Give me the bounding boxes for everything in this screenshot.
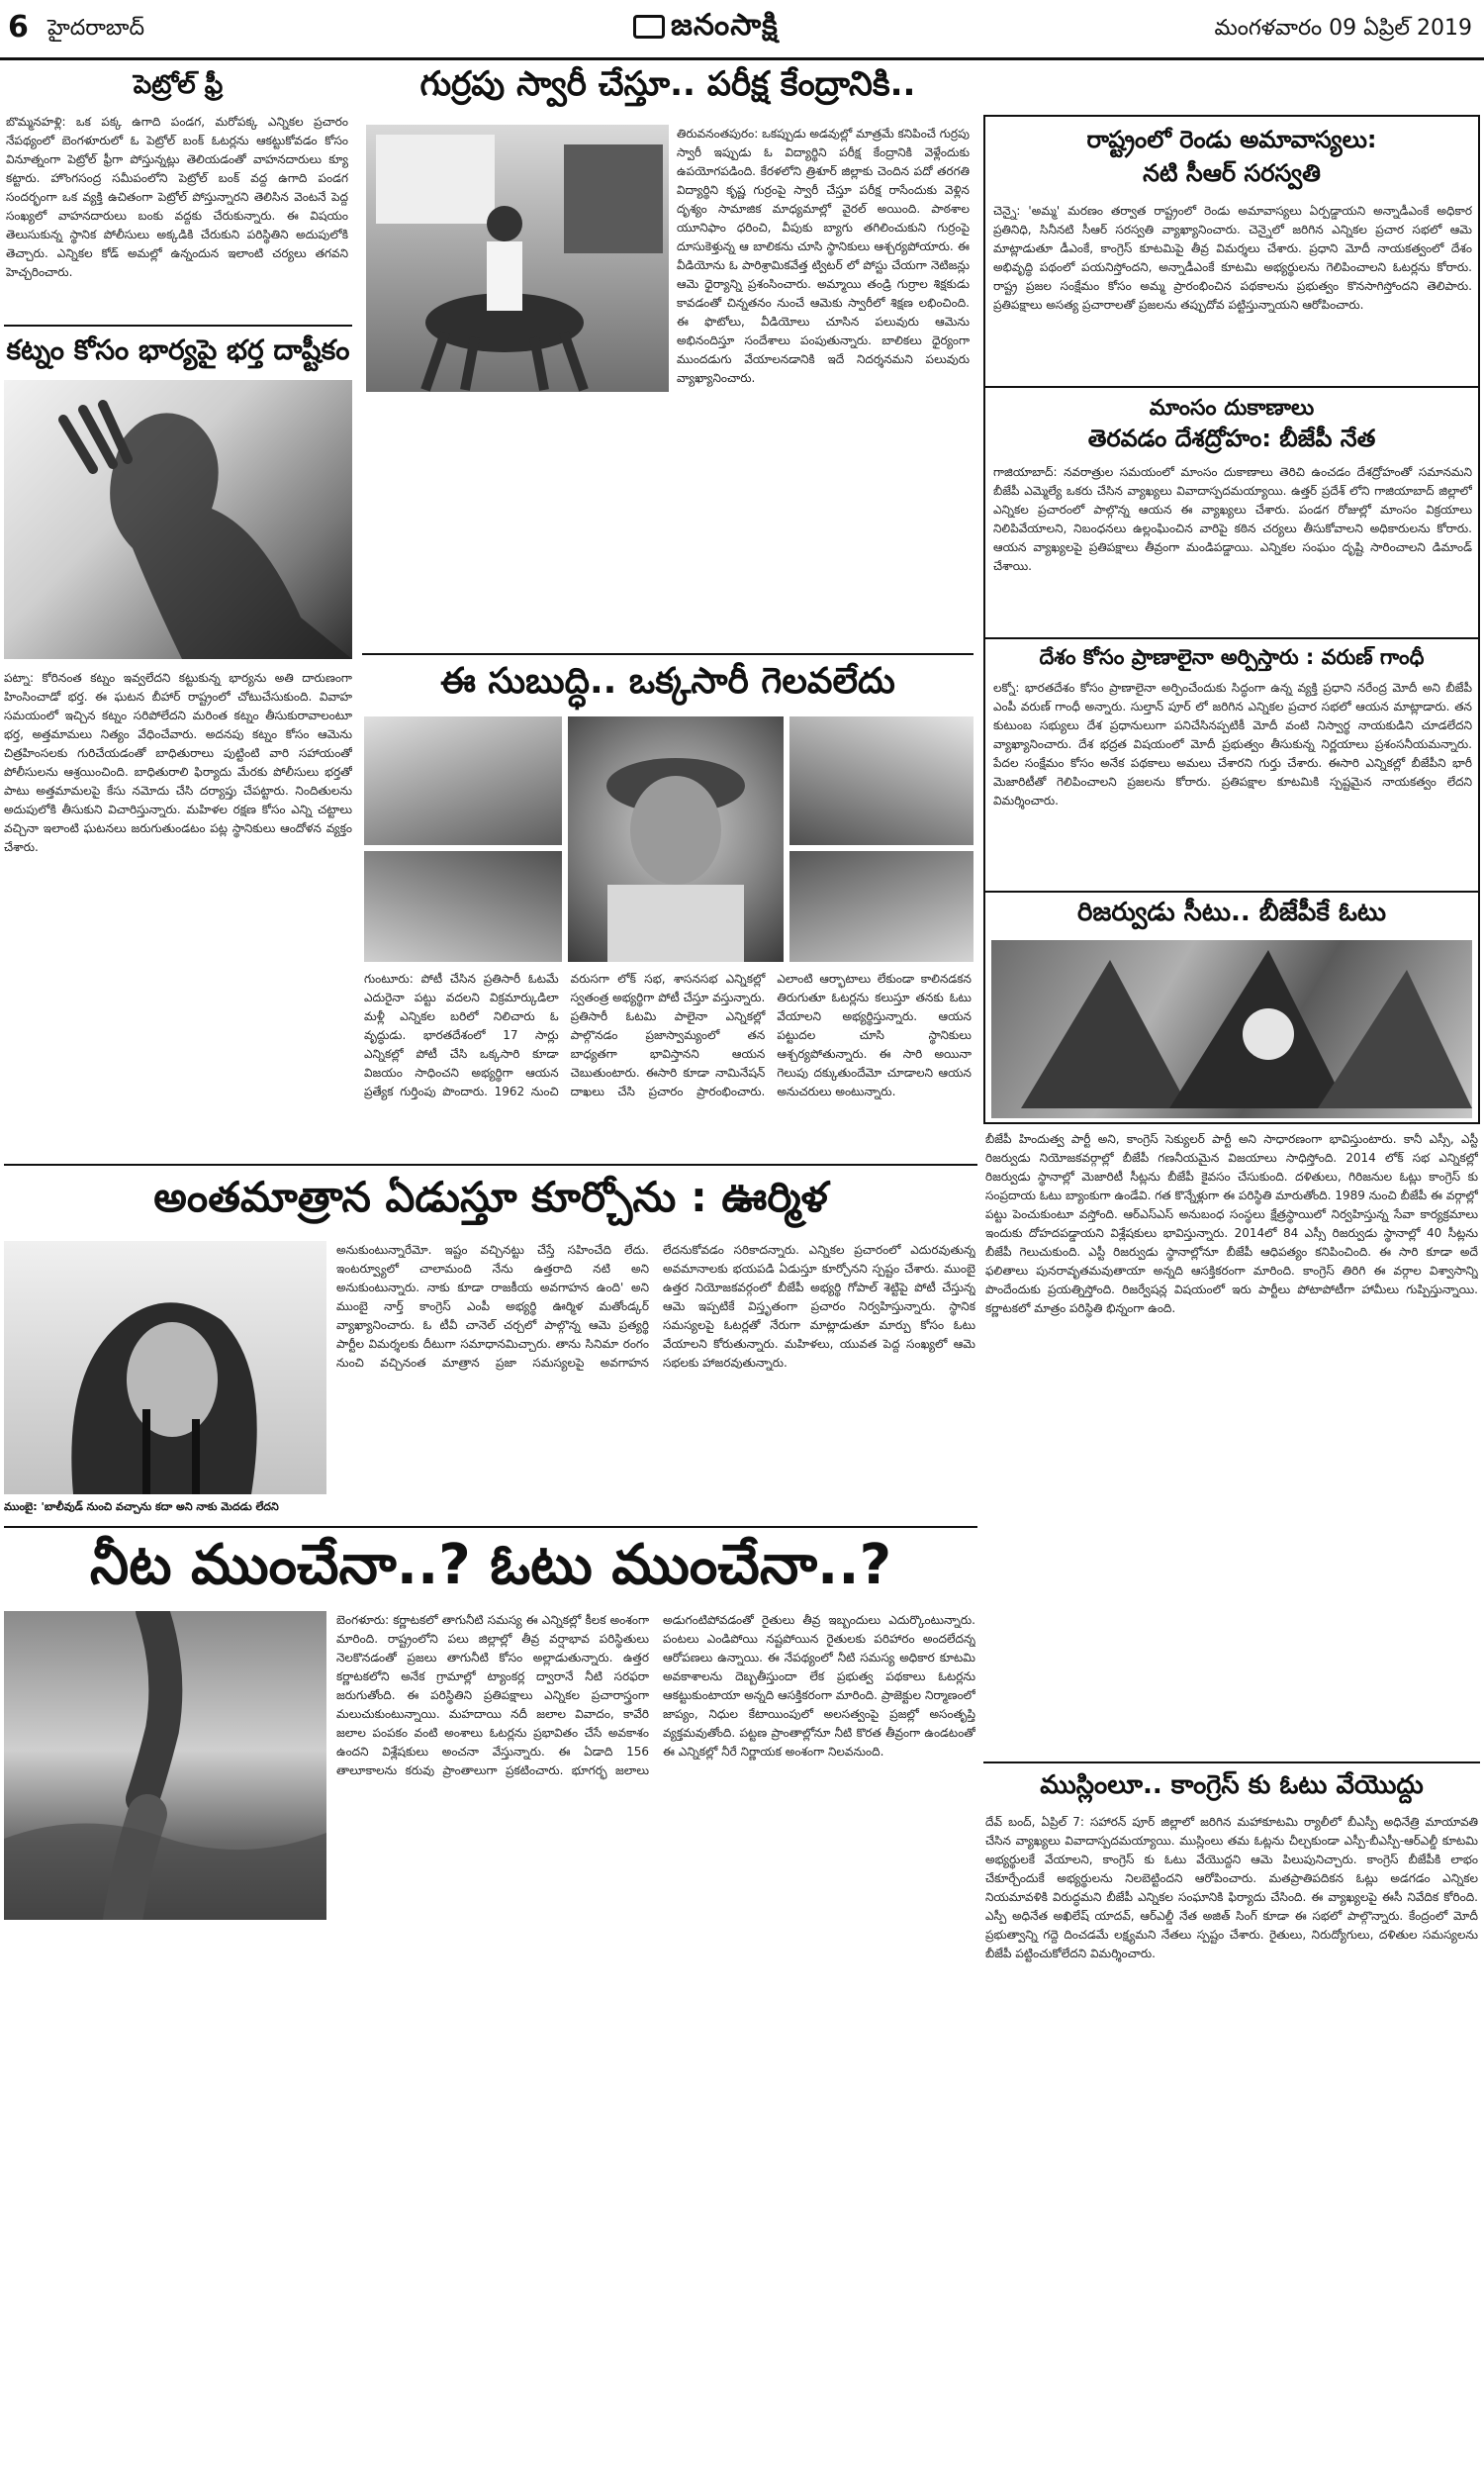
story-saraswati (983, 115, 1480, 1124)
reservation-headline: రిజర్వుడు సీటు.. బీజేపీకే ఓటు (1076, 898, 1387, 927)
article-body: బెంగళూరు: కర్ణాటకలో తాగునీటి సమస్య ఈ ఎన్నికల్లో కీలక అంశంగా మారింది. రాష్ట్రంలోని పలు జిల్లాల్లో తీవ్ర వర్షాభావ పరిస్థితులు నెలకొనడంతో ప్రజలు తాగునీటి కోసం అల్లాడుతున్నారు. ఉత్తర కర్ణాటకలోని అనేక గ్రామాల్లో ట్యాంకర్ల ద్వారానే నీటి సరఫరా జరుగుతోంది. ఈ పరిస్థితిని ప్రతిపక్షాలు ఎన్నికల ప్రచారాస్త్రంగా మలుచుకుంటున్నాయి. మహదాయి నదీ జలాల వివాదం, కావేరి జలాల పంపకం వంటి అంశాలు ఓటర్లను ప్రభావితం చేసే అవకాశం ఉందని విశ్లేషకులు అంచనా వేస్తున్నారు. ఈ ఏడాది 156 తాలూకాలను కరువు ప్రాంతాలుగా ప్రకటించారు. భూగర్భ జలాలు అడుగంటిపోవడంతో రైతులు తీవ్ర ఇబ్బందులు ఎదుర్కొంటున్నారు. పంటలు ఎండిపోయి నష్టపోయిన రైతులకు పరిహారం అందలేదన్న ఆరోపణలు ఉన్నాయి. ఈ నేపథ్యంలో నీటి సమస్య అధికార కూటమి అవకాశాలను దెబ్బతీస్తుందా లేక ప్రభుత్వ పథకాలు ఓటర్లను ఆకట్టుకుంటాయా అన్నది ఆసక్తికరంగా మారింది. ప్రాజెక్టుల నిర్మాణంలో జాప్యం, నిధుల కేటాయింపులో అలసత్వంపై ప్రజల్లో అసంతృప్తి వ్యక్తమవుతోంది. పట్టణ ప్రాంతాల్లోనూ నీటి కొరత తీవ్రంగా ఉండటంతో ఈ ఎన్నికల్లో నీరే నిర్ణాయక అంశంగా నిలవనుంది. (336, 1613, 975, 1777)
divider (985, 637, 1478, 639)
headline-line2: నటి సీఆర్ సరస్వతి (1143, 159, 1321, 187)
page-header (0, 0, 1484, 60)
horse-rider-icon (366, 125, 669, 392)
bjp-flags-photo (991, 940, 1472, 1118)
varun-headline: దేశం కోసం ప్రాణాలైనా అర్పిస్తారు : వరుణ్ గాంధీ (1039, 645, 1425, 669)
flag-icon (991, 940, 1472, 1118)
elder-photo-2 (568, 716, 784, 962)
story-muslims (983, 1765, 1480, 2458)
urmila-photo (4, 1241, 326, 1494)
edition-city: హైదరాబాద్ (47, 16, 144, 41)
meat-article-body: గాజియాబాద్: నవరాత్రుల సమయంలో మాంసం దుకాణాలు తెరిచి ఉంచడం దేశద్రోహంతో సమానమని బీజేపీ ఎమ్మెల్యే ఒకరు చేసిన వ్యాఖ్యలు వివాదాస్పదమయ్యాయి. ఉత్తర్ ప్రదేశ్ లోని గాజియాబాద్ జిల్లాలో ఎన్నికల ప్రచారంలో పాల్గొన్న ఆయన ఈ వ్యాఖ్యలు చేశారు. పండగ రోజుల్లో మాంసం విక్రయాలు నిలిపివేయాలని, నిబంధనలు ఉల్లంఘించిన వారిపై కఠిన చర్యలు తీసుకోవాలని అధికారులను కోరారు. ఆయన వ్యాఖ్యలపై ప్రతిపక్షాలు తీవ్రంగా మండిపడ్డాయి. ఎన్నికల సంఘం దృష్టి సారించాలని డిమాండ్ చేశాయి. (993, 465, 1472, 573)
story-subuddhi (362, 657, 974, 1191)
meat-headline-line2: తెరవడం దేశద్రోహం: బీజేపీ నేత (1087, 425, 1376, 452)
elder-photo-4 (364, 851, 562, 962)
divider (4, 1526, 977, 1528)
divider (4, 325, 352, 327)
elder-photo-1 (364, 716, 562, 845)
headline: ముస్లింలూ.. కాంగ్రెస్ కు ఓటు వేయొద్దు (1040, 1770, 1424, 1800)
article-body: గుంటూరు: పోటీ చేసిన ప్రతిసారీ ఓటమే ఎదురైనా పట్టు వదలని విక్రమార్కుడిలా మళ్లీ ఎన్నికల బరిలో నిలిచారు ఓ వృద్ధుడు. భారతదేశంలో 17 సార్లు ఎన్నికల్లో పోటీ చేసి ఒక్కసారి కూడా విజయం సాధించని అభ్యర్థిగా ఆయన ప్రత్యేక గుర్తింపు పొందారు. 1962 నుంచి వరుసగా లోక్ సభ, శాసనసభ ఎన్నికల్లో స్వతంత్ర అభ్యర్థిగా పోటీ చేస్తూ వస్తున్నారు. ప్రతిసారీ ఓటమి పాలైనా ఎన్నికల్లో పాల్గొనడం ప్రజాస్వామ్యంలో తన బాధ్యతగా భావిస్తానని ఆయన చెబుతుంటారు. ఈసారి కూడా నామినేషన్ దాఖలు చేసి ప్రచారం ప్రారంభించారు. ఎలాంటి ఆర్భాటాలు లేకుండా కాలినడకన తిరుగుతూ ఓటర్లను కలుస్తూ తనకు ఓటు వేయాలని అభ్యర్థిస్తున్నారు. ఆయన పట్టుదల చూసి స్థానికులు ఆశ్చర్యపోతున్నారు. ఈ సారి అయినా గెలుపు దక్కుతుందేమో చూడాలని ఆయన అనుచరులు అంటున్నారు. (364, 972, 972, 1098)
article-body-col2 (366, 400, 669, 647)
article-body: చెన్నై: 'అమ్మ' మరణం తర్వాత రాష్ట్రంలో రెండు అమావాస్యలు ఏర్పడ్డాయని అన్నాడీఎంకే అధికార ప్రతినిధి, సినీనటి సీఆర్ సరస్వతి వ్యాఖ్యానించారు. చెన్నైలో జరిగిన ఎన్నికల ప్రచార సభలో ఆమె మాట్లాడుతూ డీఎంకే, కాంగ్రెస్ కూటమిపై తీవ్ర విమర్శలు చేశారు. ప్రధాని మోదీ నాయకత్వంలో దేశం అభివృద్ధి పథంలో పయనిస్తోందని, అన్నాడీఎంకే కూటమి అభ్యర్థులను గెలిపించాలని ఓటర్లను కోరారు. రాష్ట్ర ప్రజల సంక్షేమం కోసం అమ్మ ప్రారంభించిన పథకాలను ప్రభుత్వం కొనసాగిస్తోందని తెలిపారు. ప్రతిపక్షాలు అసత్య ప్రచారాలతో ప్రజలను తప్పుదోవ పట్టిస్తున్నాయని ఆరోపించారు. (993, 204, 1472, 312)
divider (983, 1761, 1480, 1763)
photo-caption: ముంబై: 'బాలీవుడ్ నుంచి వచ్చాను కదా అని నాకు మెదడు లేదని (4, 1500, 279, 1513)
divider (985, 891, 1478, 893)
story-horse (362, 61, 974, 651)
article-body-col1: తిరువనంతపురం: ఒకప్పుడు అడవుల్లో మాత్రమే కనిపించే గుర్రపు స్వారీ ఇప్పుడు ఓ విద్యార్థిని పరీక్ష కేంద్రానికి వెళ్లేందుకు ఉపయోగపడింది. కేరళలోని త్రిశూర్ జిల్లాకు చెందిన పదో తరగతి విద్యార్థిని కృష్ణ గుర్రంపై స్వారీ చేస్తూ పరీక్ష రాసేందుకు వెళ్లిన దృశ్యం సామాజిక మాధ్యమాల్లో వైరల్ అయింది. పాఠశాల యూనిఫాం ధరించి, వీపుకు బ్యాగు తగిలించుకుని గుర్రంపై దూసుకెళ్తున్న ఆ బాలికను చూసి స్థానికులు ఆశ్చర్యపోయారు. ఈ వీడియోను ఓ పారిశ్రామికవేత్త ట్విటర్ లో పోస్టు చేయగా నెటిజన్లు ఆమె ధైర్యాన్ని ప్రశంసించారు. అమ్మాయి తండ్రి గుర్రాల శిక్షకుడు కావడంతో చిన్నతనం నుంచే ఆమెకు స్వారీలో శిక్షణ లభించింది. ఈ ఫొటోలు, వీడియోలు చూసిన పలువురు ఆమెను అభినందిస్తూ సందేశాలు పంపుతున్నారు. బాలికలు ధైర్యంగా ముందడుగు వేయాలనడానికి ఇదే నిదర్శనమని పలువురు వ్యాఖ్యానించారు. (677, 127, 970, 385)
dowry-photo (4, 380, 352, 659)
headline: అంతమాత్రాన ఏడుస్తూ కూర్చోను : ఊర్మిళ (153, 1173, 828, 1221)
story-water (4, 1530, 977, 2470)
elder-photo-3 (789, 716, 974, 845)
reaching-hands-icon (4, 1611, 326, 1920)
speaker-portrait-icon (4, 1241, 326, 1494)
article-body: అనుకుంటున్నారేమో. ఇష్టం వచ్చినట్టు చేస్తే సహించేది లేదు. ఇంటర్వ్యూలో చాలామంది నేను ఉత్తరాది నటి అని అనుకుంటున్నారు. నాకు కూడా రాజకీయ అవగాహన ఉంది' అని ముంబై నార్త్ కాంగ్రెస్ ఎంపీ అభ్యర్థి ఊర్మిళ మతోండ్కర్ వ్యాఖ్యానించారు. ఓ టీవీ చానెల్ చర్చలో పాల్గొన్న ఆమె ప్రత్యర్థి పార్టీల విమర్శలకు దీటుగా సమాధానమిచ్చారు. తాను సినిమా రంగం నుంచి వచ్చినంత మాత్రాన ప్రజా సమస్యలపై అవగాహన లేదనుకోవడం సరికాదన్నారు. ఎన్నికల ప్రచారంలో ఎదురవుతున్న అవమానాలకు భయపడి ఏడుస్తూ కూర్చోనని స్పష్టం చేశారు. ముంబై ఉత్తర నియోజకవర్గంలో బీజేపీ అభ్యర్థి గోపాల్ శెట్టిపై పోటీ చేస్తున్న ఆమె ఇప్పటికే విస్తృతంగా ప్రచారం నిర్వహిస్తున్నారు. స్థానిక సమస్యలపై ఓటర్లతో నేరుగా మాట్లాడుతూ మార్పు కోసం ఓటు వేయాలని కోరుతున్నారు. మహిళలు, యువత పెద్ద సంఖ్యలో ఆమె సభలకు హాజరవుతున్నారు. (336, 1243, 975, 1370)
headline-line1: రాష్ట్రంలో రెండు అమావాస్యలు: (1086, 126, 1377, 153)
logo-text: జనంసాక్షి (671, 8, 779, 43)
drowning-hands-photo (4, 1611, 326, 1920)
issue-date: మంగళవారం 09 ఏప్రిల్ 2019 (1214, 16, 1472, 41)
elder-portrait-icon (568, 716, 784, 962)
article-body: పట్నా: కోరినంత కట్నం ఇవ్వలేదని కట్టుకున్న భార్యను అతి దారుణంగా హింసించాడో భర్త. ఈ ఘటన బీహార్ రాష్ట్రంలో చోటుచేసుకుంది. వివాహ సమయంలో ఇచ్చిన కట్నం సరిపోలేదని మరింత కట్నం తీసుకురావాలంటూ భర్త, అత్తమామలు నిత్యం వేధించేవారు. అదనపు కట్నం కోసం ఆమెను చిత్రహింసలకు గురిచేయడంతో బాధితురాలు పుట్టింటి వారి సహాయంతో పోలీసులను ఆశ్రయించింది. బాధితురాలి ఫిర్యాదు మేరకు పోలీసులు భర్తతో పాటు అత్తమామలపై కేసు నమోదు చేసి దర్యాప్తు చేపట్టారు. నిందితులను అదుపులోకి తీసుకుని విచారిస్తున్నారు. మహిళల రక్షణ కోసం ఎన్ని చట్టాలు వచ్చినా ఇలాంటి ఘటనలు జరుగుతుండటం పట్ల స్థానికులు ఆందోళన వ్యక్తం చేశారు. (4, 671, 352, 854)
divider (362, 653, 974, 655)
divider (4, 1164, 977, 1166)
meat-headline-line1: మాంసం దుకాణాలు (1149, 396, 1315, 421)
headline: కట్నం కోసం భార్యపై భర్త దాష్టీకం (6, 333, 350, 366)
story-urmila (4, 1168, 977, 1524)
headline: పెట్రోల్ ఫ్రీ (133, 70, 224, 100)
headline: ఈ సుబుద్ధి.. ఒక్కసారీ గెలవలేదు (440, 661, 895, 702)
headline: గుర్రపు స్వారీ చేస్తూ.. పరీక్ష కేంద్రానికి.. (419, 64, 916, 104)
varun-article-body: లక్నో: భారతదేశం కోసం ప్రాణాలైనా అర్పించేందుకు సిద్ధంగా ఉన్న వ్యక్తి ప్రధాని నరేంద్ర మోదీ అని బీజేపీ ఎంపీ వరుణ్ గాంధీ అన్నారు. సుల్తాన్ పూర్ లో జరిగిన ఎన్నికల ప్రచార సభలో ఆయన మాట్లాడారు. తన కుటుంబ సభ్యులు దేశ ప్రధానులుగా పనిచేసినప్పటికీ మోదీ వంటి నిస్వార్థ నాయకుడిని చూడలేదని వ్యాఖ్యానించారు. దేశ భద్రత విషయంలో మోదీ ప్రభుత్వం తీసుకున్న నిర్ణయాలు ప్రశంసనీయమన్నారు. పేదల సంక్షేమం కోసం అనేక పథకాలు అమలు చేశారని గుర్తు చేశారు. ఈసారి ఎన్నికల్లో బీజేపీని భారీ మెజారిటీతో గెలిపించాలని ప్రజలను కోరారు. ప్రతిపక్షాల కూటమికి స్పష్టమైన నాయకత్వం లేదని విమర్శించారు. (993, 681, 1472, 808)
divider (985, 386, 1478, 388)
headline: నీట ముంచేనా..? ఓటు ముంచేనా..? (89, 1533, 892, 1597)
article-body: దేవ్ బంద్, ఏప్రిల్ 7: సహారన్ పూర్ జిల్లాలో జరిగిన మహాకూటమి ర్యాలీలో బీఎస్పీ అధినేత్రి మాయావతి చేసిన వ్యాఖ్యలు వివాదాస్పదమయ్యాయి. ముస్లింలు తమ ఓట్లను చీల్చకుండా ఎస్పీ-బీఎస్పీ-ఆర్ఎల్డీ కూటమి అభ్యర్థులకే వేయాలని, కాంగ్రెస్ కు ఓటు వేయొద్దని ఆమె పిలుపునిచ్చారు. కాంగ్రెస్ బీజేపీకి లాభం చేకూర్చేందుకే అభ్యర్థులను నిలబెట్టిందని ఆరోపించారు. మతప్రాతిపదికన ఓట్లు అడగడం ఎన్నికల నియమావళికి విరుద్ధమని బీజేపీ ఎన్నికల సంఘానికి ఫిర్యాదు చేసింది. ఈ వ్యాఖ్యలపై ఈసీ నివేదిక కోరింది. ఎస్పీ అధినేత అఖిలేష్ యాదవ్, ఆర్ఎల్డీ నేత అజిత్ సింగ్ కూడా ఈ సభలో పాల్గొన్నారు. కేంద్రంలో మోదీ ప్రభుత్వాన్ని గద్దె దించడమే లక్ష్యమని నేతలు స్పష్టం చేశారు. రైతులు, నిరుద్యోగులు, దళితుల సమస్యలను బీజేపీ పట్టించుకోలేదని విమర్శించారు. (985, 1815, 1478, 1960)
page-number: 6 (8, 10, 29, 45)
newspaper-logo (633, 8, 779, 49)
reservation-article-body: బీజేపీ హిందుత్వ పార్టీ అని, కాంగ్రెస్ సెక్యులర్ పార్టీ అని సాధారణంగా భావిస్తుంటారు. కానీ ఎస్సీ, ఎస్టీ రిజర్వుడు నియోజకవర్గాల్లో బీజేపీ గణనీయమైన విజయాలు సాధిస్తోంది. 2014 లోక్ సభ ఎన్నికల్లో రిజర్వుడు స్థానాల్లో మెజారిటీ సీట్లను బీజేపీ కైవసం చేసుకుంది. దళితులు, గిరిజనుల ఓట్లు కాంగ్రెస్ కు సంప్రదాయ ఓటు బ్యాంకుగా ఉండేవి. గత కొన్నేళ్లుగా ఈ పరిస్థితి మారుతోంది. 1989 నుంచి బీజేపీ ఈ వర్గాల్లో పట్టు పెంచుకుంటూ వస్తోంది. ఆర్ఎస్ఎస్ అనుబంధ సంస్థలు క్షేత్రస్థాయిలో నిర్వహిస్తున్న సేవా కార్యక్రమాలు ఇందుకు దోహదపడ్డాయని విశ్లేషకులు భావిస్తున్నారు. 2014లో 84 ఎస్సీ రిజర్వుడు స్థానాల్లో 40 సీట్లను బీజేపీ గెలుచుకుంది. ఎస్టీ రిజర్వుడు స్థానాల్లోనూ బీజేపీ ఆధిపత్యం కనిపించింది. ఈ సారి కూడా అదే ఫలితాలు పునరావృతమవుతాయా అన్నది ఆసక్తికరంగా మారింది. కాంగ్రెస్ తిరిగి ఈ వర్గాల విశ్వాసాన్ని పొందేందుకు ప్రయత్నిస్తోంది. రిజర్వేషన్ల విషయంలో ఇరు పార్టీలు పోటాపోటీగా హామీలు గుప్పిస్తున్నాయి. కర్ణాటకలో మాత్రం పరిస్థితి భిన్నంగా ఉంది. (985, 1132, 1478, 1315)
story-dowry (4, 331, 352, 1162)
horse-photo (366, 125, 669, 392)
logo-icon (633, 15, 665, 39)
story-petrol (4, 65, 352, 323)
article-body: బొమ్మనహళ్లి: ఒక పక్క ఉగాది పండగ, మరోపక్క ఎన్నికల ప్రచారం నేపథ్యంలో బెంగళూరులో ఓ పెట్రోల్ బంక్ ఓటర్లను ఆకట్టుకోవడం కోసం వినూత్నంగా పెట్రోల్ ఫ్రీగా పోస్తున్నట్లు తెలియడంతో వాహనదారులు క్యూ కట్టారు. హొంగసంద్ర సమీపంలోని పెట్రోల్ బంక్ వద్ద ఉగాది పండగ సందర్భంగా ఒక వ్యక్తి ఉచితంగా పెట్రోల్ పోస్తున్నారని తెలిసిన వెంటనే పెద్ద సంఖ్యలో వాహనదారులు బంకు వద్దకు చేరుకున్నారు. ఈ విషయం తెలుసుకున్న స్థానిక పోలీసులు అక్కడికి చేరుకుని పరిస్థితిని అదుపులోకి తెచ్చారు. ఎన్నికల కోడ్ అమల్లో ఉన్నందున ఇలాంటి చర్యలు తగవని హెచ్చరించారు. (6, 115, 348, 279)
hand-silhouette-icon (4, 380, 352, 659)
elder-photo-5 (789, 851, 974, 962)
